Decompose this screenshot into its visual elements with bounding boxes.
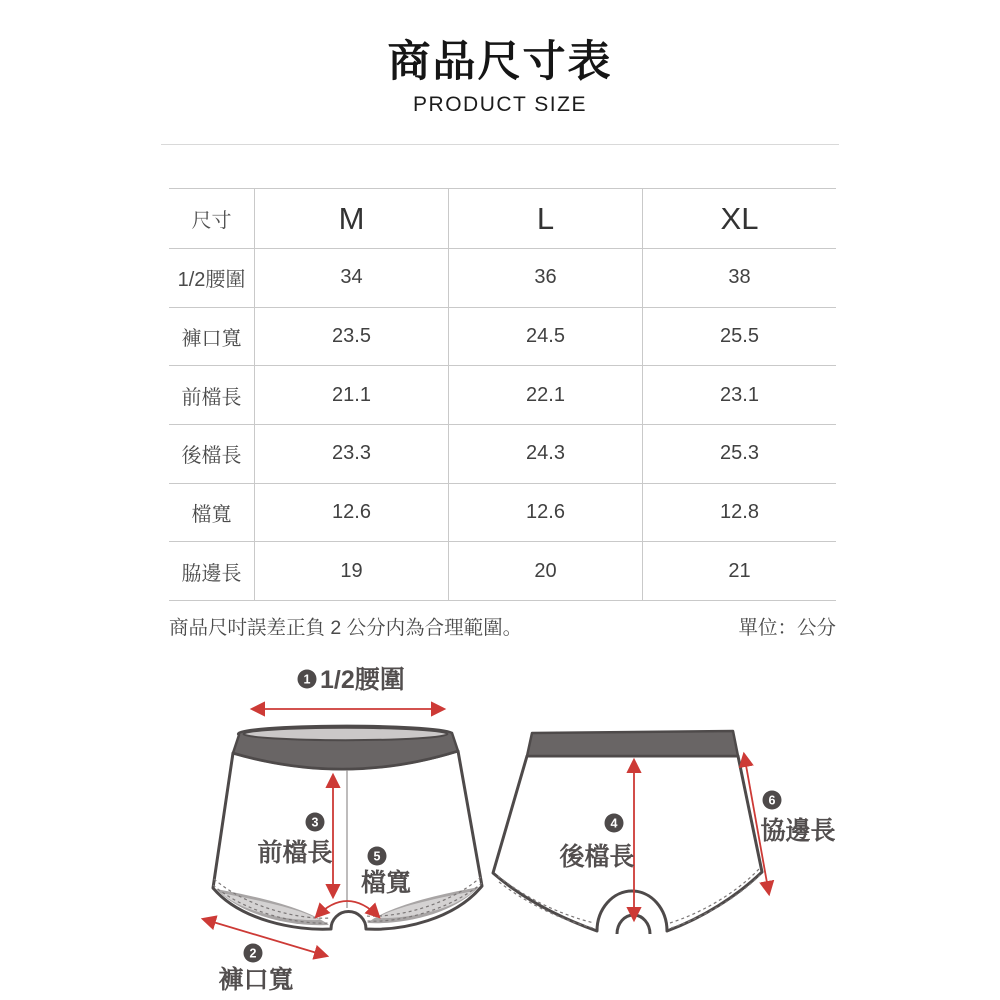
table-cell: 23.3 — [254, 424, 448, 483]
back-waistband — [527, 731, 738, 756]
page-subtitle: PRODUCT SIZE — [413, 93, 587, 116]
badge-3-number: 3 — [311, 815, 319, 830]
measurement-diagram — [0, 658, 1000, 1000]
badge-1-number: 1 — [303, 672, 311, 687]
badge-5-number: 5 — [373, 849, 381, 864]
table-cell: 23.1 — [642, 365, 836, 424]
label-side-length — [760, 791, 835, 846]
row-label-front-rise: 前檔長 — [169, 365, 254, 424]
unit-note: 單位：公分 — [738, 617, 836, 639]
row-label-waist: 1/2腰圍 — [169, 248, 254, 307]
table-cell: 24.3 — [448, 424, 642, 483]
page-title: 商品尺寸表 — [387, 38, 613, 86]
table-cell: 25.3 — [642, 424, 836, 483]
table-cell: 20 — [448, 541, 642, 600]
table-footnote — [169, 612, 836, 640]
label-back-rise-text: 後檔長 — [559, 843, 635, 871]
row-label-crotch-width: 檔寬 — [169, 483, 254, 542]
table-header-l: L — [448, 188, 642, 248]
tolerance-note: 商品尺吋誤差正負 2 公分内為合理範圍。 — [169, 617, 523, 639]
table-cell: 36 — [448, 248, 642, 307]
back-shorts-drawing — [493, 731, 762, 934]
table-cell: 21.1 — [254, 365, 448, 424]
header-divider — [161, 144, 839, 145]
table-cell: 24.5 — [448, 307, 642, 366]
row-label-leg-opening: 褲口寬 — [169, 307, 254, 366]
table-cell: 19 — [254, 541, 448, 600]
table-cell: 38 — [642, 248, 836, 307]
badge-4-number: 4 — [610, 816, 618, 831]
label-leg-opening — [218, 944, 293, 995]
table-cell: 34 — [254, 248, 448, 307]
table-header-xl: XL — [642, 188, 836, 248]
badge-2-number: 2 — [249, 946, 257, 961]
label-waist-text: 1/2腰圍 — [320, 666, 405, 694]
front-waistband-opening — [244, 728, 448, 740]
size-table — [169, 188, 836, 601]
table-cell: 12.6 — [254, 483, 448, 542]
label-side-length-text: 協邊長 — [760, 817, 836, 845]
label-crotch-width-text: 檔寬 — [360, 869, 412, 897]
badge-6-number: 6 — [768, 793, 776, 808]
table-cell: 21 — [642, 541, 836, 600]
table-cell: 12.8 — [642, 483, 836, 542]
row-label-side-length: 脇邊長 — [169, 541, 254, 600]
table-cell: 12.6 — [448, 483, 642, 542]
table-header-m: M — [254, 188, 448, 248]
label-leg-opening-text: 褲口寬 — [218, 966, 294, 994]
label-waist — [298, 666, 405, 694]
table-cell: 23.5 — [254, 307, 448, 366]
table-header-size: 尺寸 — [169, 188, 254, 248]
table-cell: 22.1 — [448, 365, 642, 424]
table-cell: 25.5 — [642, 307, 836, 366]
front-shorts-drawing — [213, 726, 482, 929]
row-label-back-rise: 後檔長 — [169, 424, 254, 483]
label-front-rise-text: 前檔長 — [257, 839, 333, 867]
